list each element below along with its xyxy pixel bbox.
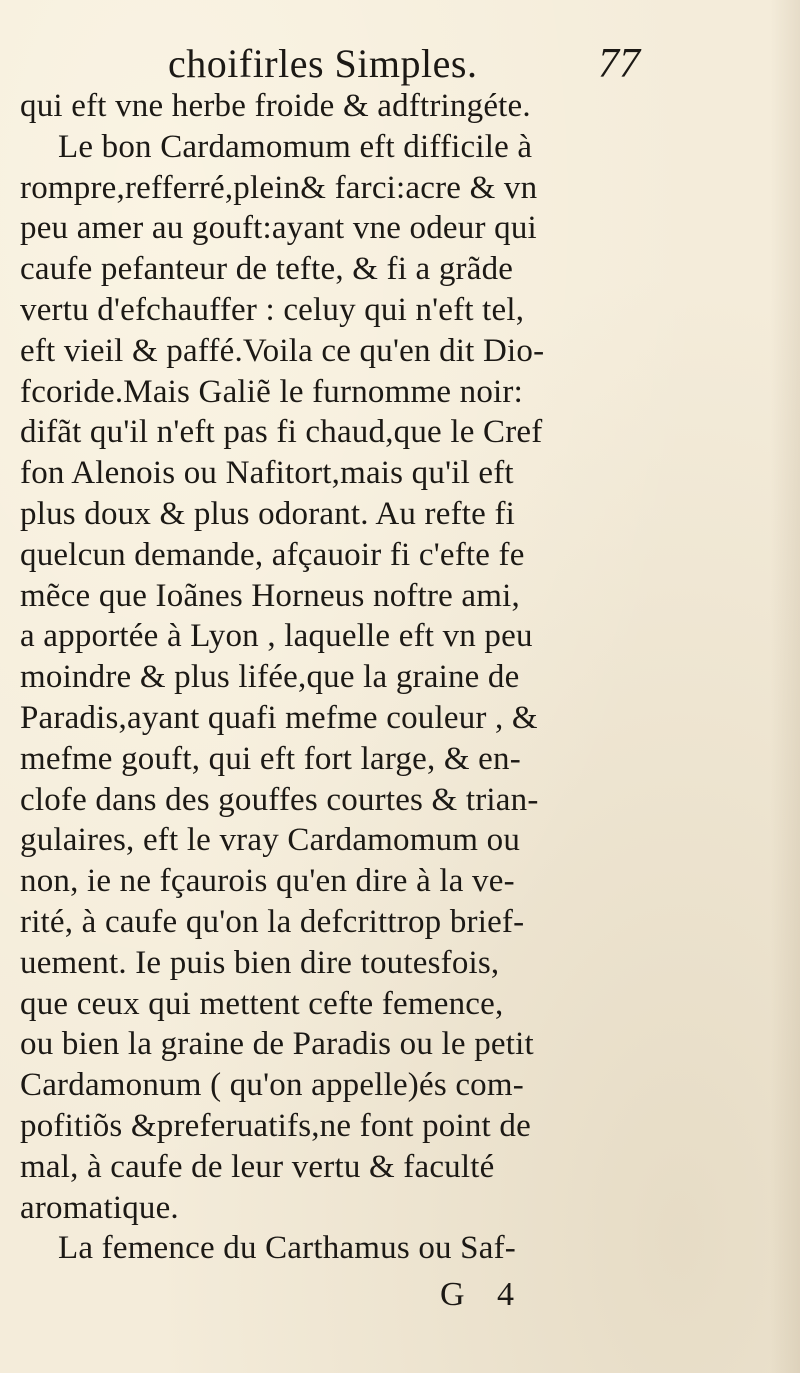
text-line-paragraph-start: Le bon Cardamomum eft difficile à xyxy=(58,128,533,165)
text-line: qui eft vne herbe froide & adftringéte. xyxy=(20,88,531,124)
text-line: mal, à caufe de leur vertu & faculté xyxy=(20,1148,495,1185)
text-line: mefme gouft, qui eft fort large, & en- xyxy=(20,740,521,777)
text-line: difãt qu'il n'eft pas fi chaud,que le Cref xyxy=(20,414,543,451)
text-line: caufe pefanteur de tefte, & fi a grãde xyxy=(20,251,514,288)
running-head xyxy=(168,36,668,92)
text-line-paragraph-start: La femence du Carthamus ou Saf- xyxy=(58,1230,516,1267)
text-line: moindre & plus lifée,que la graine de xyxy=(20,659,520,696)
text-line: fcoride.Mais Galiẽ le furnomme noir: xyxy=(20,373,523,410)
body-text xyxy=(20,86,640,1269)
text-line: peu amer au gouft:ayant vne odeur qui xyxy=(20,210,537,247)
text-line: a apportée à Lyon , laquelle eft vn peu xyxy=(20,618,533,655)
text-line: Paradis,ayant quafi mefme couleur , & xyxy=(20,699,538,736)
text-line: rité, à caufe qu'on la defcrittrop brief- xyxy=(20,903,525,940)
text-line: gulaires, eft le vray Cardamomum ou xyxy=(20,822,521,859)
text-line: vertu d'efchauffer : celuy qui n'eft tel, xyxy=(20,291,525,328)
text-line: plus doux & plus odorant. Au refte fi xyxy=(20,495,516,532)
text-line: mẽce que Ioãnes Horneus noftre ami, xyxy=(20,577,520,614)
text-line: non, ie ne fçaurois qu'en dire à la ve- xyxy=(20,863,515,900)
text-line: Cardamonum ( qu'on appelle)és com- xyxy=(20,1067,524,1104)
text-line: quelcun demande, afçauoir fi c'efte fe xyxy=(20,536,525,573)
text-line: pofitiõs &preferuatifs,ne font point de xyxy=(20,1107,531,1144)
text-line: rompre,refferré,plein& farci:acre & vn xyxy=(20,169,538,206)
page-edge-shadow xyxy=(770,0,800,1373)
text-line: ou bien la graine de Paradis ou le petit xyxy=(20,1026,534,1063)
page-number: 77 xyxy=(598,41,640,87)
text-line: uement. Ie puis bien dire toutesfois, xyxy=(20,944,500,981)
running-title: choifirles Simples. xyxy=(168,41,478,86)
text-line: que ceux qui mettent cefte femence, xyxy=(20,985,504,1022)
text-line: eft vieil & paffé.Voila ce qu'en dit Dio- xyxy=(20,332,545,369)
signature-mark: G 4 xyxy=(440,1276,527,1313)
text-line: clofe dans des gouffes courtes & trian- xyxy=(20,781,539,818)
text-line: fon Alenois ou Nafitort,mais qu'il eft xyxy=(20,455,514,492)
text-line: aromatique. xyxy=(20,1189,179,1226)
